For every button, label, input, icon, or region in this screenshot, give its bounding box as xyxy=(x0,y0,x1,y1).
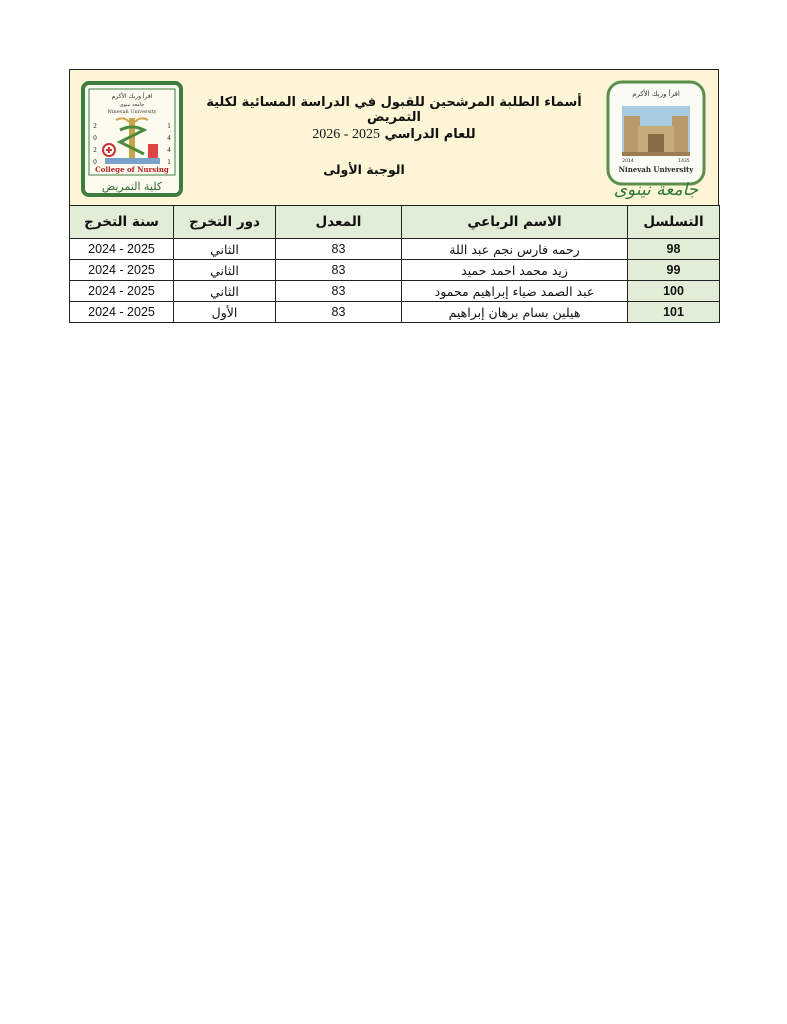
cell-year: 2024 - 2025 xyxy=(70,302,174,323)
document-header xyxy=(69,69,719,205)
cell-seq: 98 xyxy=(628,239,720,260)
cell-year: 2024 - 2025 xyxy=(70,239,174,260)
cell-average: 83 xyxy=(276,260,402,281)
cell-name: رحمه فارس نجم عبد اللة xyxy=(402,239,628,260)
table-row xyxy=(70,239,720,260)
title-line-2 xyxy=(194,127,594,143)
digit-right-3: 4 xyxy=(167,146,171,154)
academic-year-label: للعام الدراسي xyxy=(384,127,476,142)
title-block xyxy=(194,70,594,205)
cell-round: الثاني xyxy=(174,260,276,281)
cell-average: 83 xyxy=(276,302,402,323)
cell-name: هيلين بسام برهان إبراهيم xyxy=(402,302,628,323)
table-row xyxy=(70,260,720,281)
column-header-round: دور التخرج xyxy=(174,206,276,239)
digit-right-1: 1 xyxy=(167,122,171,130)
column-header-year: سنة التخرج xyxy=(70,206,174,239)
table-row xyxy=(70,281,720,302)
column-header-name: الاسم الرباعي xyxy=(402,206,628,239)
college-of-nursing-logo xyxy=(80,80,184,198)
cell-round: الثاني xyxy=(174,281,276,302)
cell-year: 2024 - 2025 xyxy=(70,281,174,302)
cell-round: الأول xyxy=(174,302,276,323)
cell-average: 83 xyxy=(276,281,402,302)
digit-right-4: 1 xyxy=(167,158,171,166)
logo-year-right: 1435 xyxy=(678,159,690,164)
digit-left-2: 0 xyxy=(93,134,97,142)
digit-left-3: 2 xyxy=(93,146,97,154)
table-header-row xyxy=(70,206,720,239)
cell-seq: 101 xyxy=(628,302,720,323)
nursing-logo-top-text: اقرأ وربك الأكرم xyxy=(111,93,153,100)
digit-left-1: 2 xyxy=(93,122,97,130)
ninevah-university-logo xyxy=(600,76,712,200)
title-line-1: أسماء الطلبة المرشحين للقبول في الدراسة المسائية لكلية التمريض xyxy=(206,95,582,125)
nursing-logo-college-ar: كلية التمريض xyxy=(101,180,163,193)
digit-right-2: 4 xyxy=(167,134,171,142)
students-table xyxy=(69,205,720,323)
digit-left-4: 0 xyxy=(93,158,97,166)
logo-year-left: 2014 xyxy=(622,159,634,164)
academic-year-value: 2025 - 2026 xyxy=(312,127,380,142)
nursing-logo-college-en: College of Nursing xyxy=(95,165,169,174)
logo-arabic-name: جامعة نينوى xyxy=(613,180,699,200)
column-header-seq: التسلسل xyxy=(628,206,720,239)
cell-seq: 100 xyxy=(628,281,720,302)
cell-name: عبد الصمد ضياء إبراهيم محمود xyxy=(402,281,628,302)
cell-round: الثاني xyxy=(174,239,276,260)
cell-seq: 99 xyxy=(628,260,720,281)
batch-label: الوجبة الأولى xyxy=(323,162,405,177)
cell-average: 83 xyxy=(276,239,402,260)
cell-year: 2024 - 2025 xyxy=(70,260,174,281)
nursing-logo-university-en: Ninevah University xyxy=(107,109,157,115)
nursing-logo-university-ar: جامعة نينوى xyxy=(119,102,145,108)
table-row xyxy=(70,302,720,323)
document xyxy=(69,69,719,323)
logo-top-text: اقرأ وربك الأكرم xyxy=(632,90,680,98)
logo-english-name: Ninevah University xyxy=(618,165,694,174)
column-header-average: المعدل xyxy=(276,206,402,239)
cell-name: زيد محمد احمد حميد xyxy=(402,260,628,281)
